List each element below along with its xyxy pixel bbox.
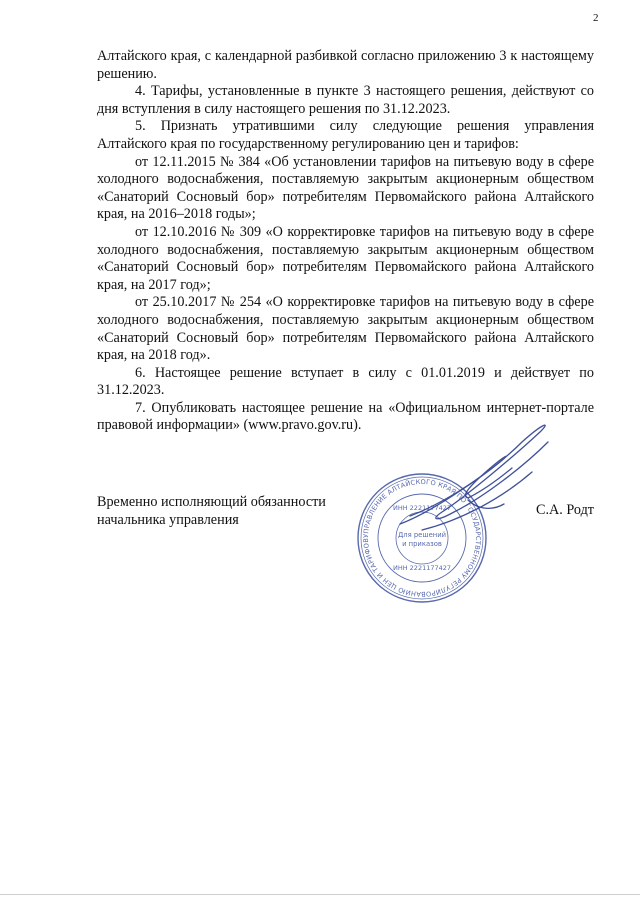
- paragraph-repealed-decision: от 12.10.2016 № 309 «О корректировке тарифов на питьевую воду в сфере холодного водоснабжения, поставляемую закрытым акционерным обществом «Санаторий Сосновый бор» потребителям Первомайского района Алтайского края, на 2017 год»;: [97, 223, 594, 293]
- paragraph-item-7: 7. Опубликовать настоящее решение на «Официальном интернет-портале правовой информации» (www.pravo.gov.ru).: [97, 399, 594, 434]
- page-number: 2: [593, 12, 599, 24]
- svg-text:УПРАВЛЕНИЕ АЛТАЙСКОГО КРАЯ ПО: УПРАВЛЕНИЕ АЛТАЙСКОГО КРАЯ ПО ГОСУДАРСТВЕННОМУ РЕГУЛИРОВАНИЮ ЦЕН И ТАРИФОВ: [361, 477, 483, 599]
- signatory-position: Временно исполняющий обязанности начальника управления: [97, 494, 326, 528]
- paragraph-item-6: 6. Настоящее решение вступает в силу с 01.01.2019 и действует по 31.12.2023.: [97, 364, 594, 399]
- svg-text:Для решений: Для решений: [397, 531, 447, 539]
- svg-text:ИНН 2221177427: ИНН 2221177427: [392, 564, 452, 572]
- signatory-name: С.А. Родт: [536, 502, 594, 518]
- paragraph-repealed-decision: от 12.11.2015 № 384 «Об установлении тарифов на питьевую воду в сфере холодного водоснабжения, поставляемую закрытым акционерным обществом «Санаторий Сосновый бор» потребителям Первомайского района Алтайского края, на 2016–2018 годы»;: [97, 153, 594, 223]
- paragraph-item-5: 5. Признать утратившими силу следующие решения управления Алтайского края по государственному регулированию цен и тарифов:: [97, 118, 594, 152]
- paragraph: Алтайского края, с календарной разбивкой согласно приложению 3 к настоящему решению.: [97, 48, 594, 82]
- paragraph-item-4: 4. Тарифы, установленные в пункте 3 настоящего решения, действуют со дня вступления в силу настоящего решения по 31.12.2023.: [97, 83, 594, 117]
- paragraph-repealed-decision: от 25.10.2017 № 254 «О корректировке тарифов на питьевую воду в сфере холодного водоснабжения, поставляемую закрытым акционерным обществом «Санаторий Сосновый бор» потребителям Первомайского района Алтайского края, на 2018 год».: [97, 294, 594, 364]
- document-body: [97, 48, 594, 435]
- page-bottom-rule: [0, 894, 640, 895]
- handwritten-signature: [372, 412, 562, 542]
- svg-text:и приказов: и приказов: [402, 540, 442, 548]
- svg-text:ИНН 2221177427: ИНН 2221177427: [392, 504, 452, 512]
